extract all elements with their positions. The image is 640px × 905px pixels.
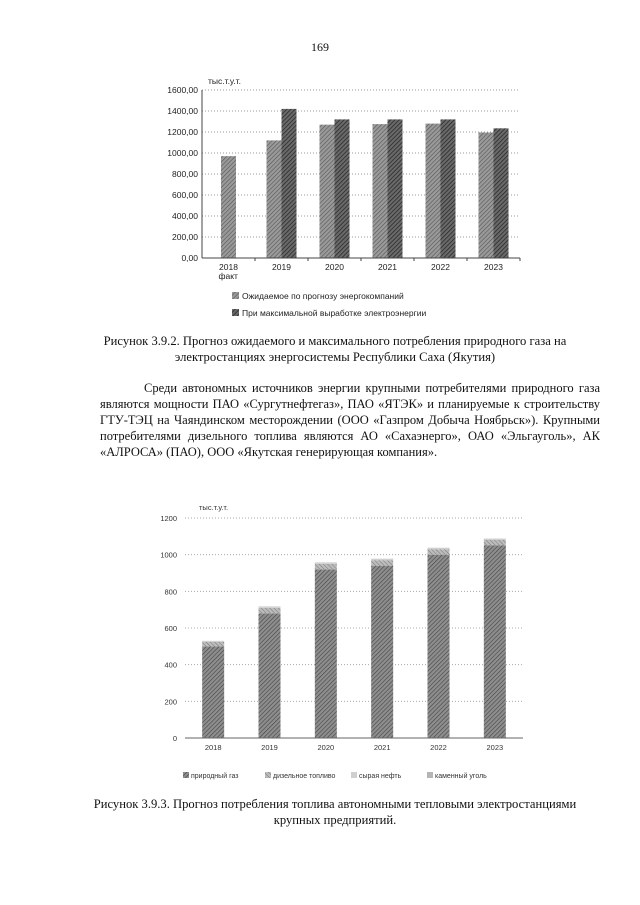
y-tick-label: 400 [164, 660, 177, 670]
y-tick-label: 200 [164, 697, 177, 707]
bar-expected [320, 125, 335, 258]
legend-swatch [232, 309, 239, 316]
legend-label: каменный уголь [435, 773, 487, 780]
bar-maximum [335, 119, 350, 258]
legend-label: природный газ [191, 773, 239, 780]
y-tick-label: 0,00 [181, 253, 198, 263]
bar-segment-0 [428, 555, 450, 738]
bar-segment-1 [259, 608, 281, 614]
page-number: 169 [311, 40, 329, 54]
y-axis-unit: тыс.т.у.т. [208, 76, 241, 86]
legend-swatch [183, 772, 189, 778]
x-tick-label: 2019 [272, 262, 291, 272]
bar-segment-2 [202, 641, 224, 642]
bar-expected [479, 133, 494, 258]
y-axis-unit: тыс.т.у.т. [199, 503, 229, 512]
bar-maximum [388, 119, 403, 258]
x-tick-label: 2021 [373, 743, 391, 752]
y-tick-label: 600 [164, 624, 177, 633]
figure-caption-2: Рисунок 3.9.3. Прогноз потребления топлива автономными тепловыми электростанциями крупных предприятий. [93, 797, 577, 827]
y-tick-label: 1600,00 [167, 85, 198, 95]
bar-maximum [494, 128, 509, 258]
bar-segment-0 [315, 569, 337, 738]
legend-label: сырая нефть [359, 773, 402, 780]
body-paragraph: Среди автономных источников энергии крупными потребителями природного газа являются мощности ПАО «Сургутнефтегаз», ПАО «ЯТЭК» и планируемые к строительству ГТУ-ТЭЦ на Чаяндинском месторождении (ООО «Газпром Добыча Ноябрьск»). Крупными потребителями дизельного топлива являются АО «Сахаэнерго», ОАО «Эльгауголь», АК «АЛРОСА» (ПАО), ООО «Якутская генерирующая компания». [100, 381, 600, 459]
legend-swatch [265, 772, 271, 778]
y-tick-label: 400,00 [172, 211, 198, 221]
x-tick-label: 2022 [431, 262, 450, 272]
bar-segment-1 [428, 549, 450, 555]
bar-segment-0 [484, 546, 506, 739]
bar-segment-1 [371, 560, 393, 566]
x-tick-label: 2019 [261, 743, 278, 752]
bar-segment-1 [202, 642, 224, 647]
x-tick-label: 2020 [317, 743, 335, 752]
bar-maximum [282, 109, 297, 258]
x-tick-label: 2023 [484, 262, 503, 272]
y-tick-label: 800 [164, 587, 177, 597]
bar-segment-0 [371, 566, 393, 738]
y-tick-label: 1200,00 [167, 127, 198, 137]
legend-label: При максимальной выработке электроэнергии [242, 308, 427, 318]
chart-gas-consumption [160, 70, 560, 330]
y-tick-label: 600,00 [172, 190, 198, 200]
x-tick-label: 2021 [378, 262, 397, 272]
figure-caption-1: Рисунок 3.9.2. Прогноз ожидаемого и максимального потребления природного газа на электростанциях энергосистемы Республики Саха (Якутия) [103, 334, 567, 364]
bar-segment-2 [371, 559, 393, 560]
x-tick-label-sub: факт [218, 271, 238, 281]
legend-label: дизельное топливо [273, 773, 336, 780]
bar-segment-1 [315, 564, 337, 570]
bar-expected [267, 140, 282, 258]
legend-swatch [427, 772, 433, 778]
bar-segment-1 [484, 540, 506, 546]
x-tick-label: 2022 [430, 743, 447, 752]
bar-segment-2 [484, 539, 506, 540]
bar-segment-0 [259, 613, 281, 738]
bar-expected [221, 156, 236, 258]
legend-swatch [232, 292, 239, 299]
y-tick-label: 1000,00 [167, 148, 198, 158]
y-tick-label: 1200 [160, 514, 177, 523]
y-tick-label: 0 [172, 734, 177, 743]
x-tick-label: 2020 [325, 262, 344, 272]
bar-segment-2 [259, 606, 281, 607]
x-tick-label: 2023 [486, 743, 504, 752]
bar-segment-0 [202, 646, 224, 738]
x-tick-label: 2018 [219, 262, 238, 272]
chart-fuel-consumption [155, 498, 535, 788]
legend-swatch [351, 772, 357, 778]
bar-segment-2 [428, 548, 450, 549]
y-tick-label: 200,00 [172, 232, 198, 242]
y-tick-label: 800,00 [172, 169, 198, 179]
bar-expected [373, 124, 388, 258]
bar-segment-2 [315, 562, 337, 563]
legend-label: Ожидаемое по прогнозу энергокомпаний [242, 291, 404, 301]
y-tick-label: 1400,00 [167, 106, 198, 116]
bar-maximum [441, 119, 456, 258]
bar-expected [426, 124, 441, 258]
x-tick-label: 2018 [204, 743, 222, 752]
y-tick-label: 1000 [160, 550, 177, 560]
